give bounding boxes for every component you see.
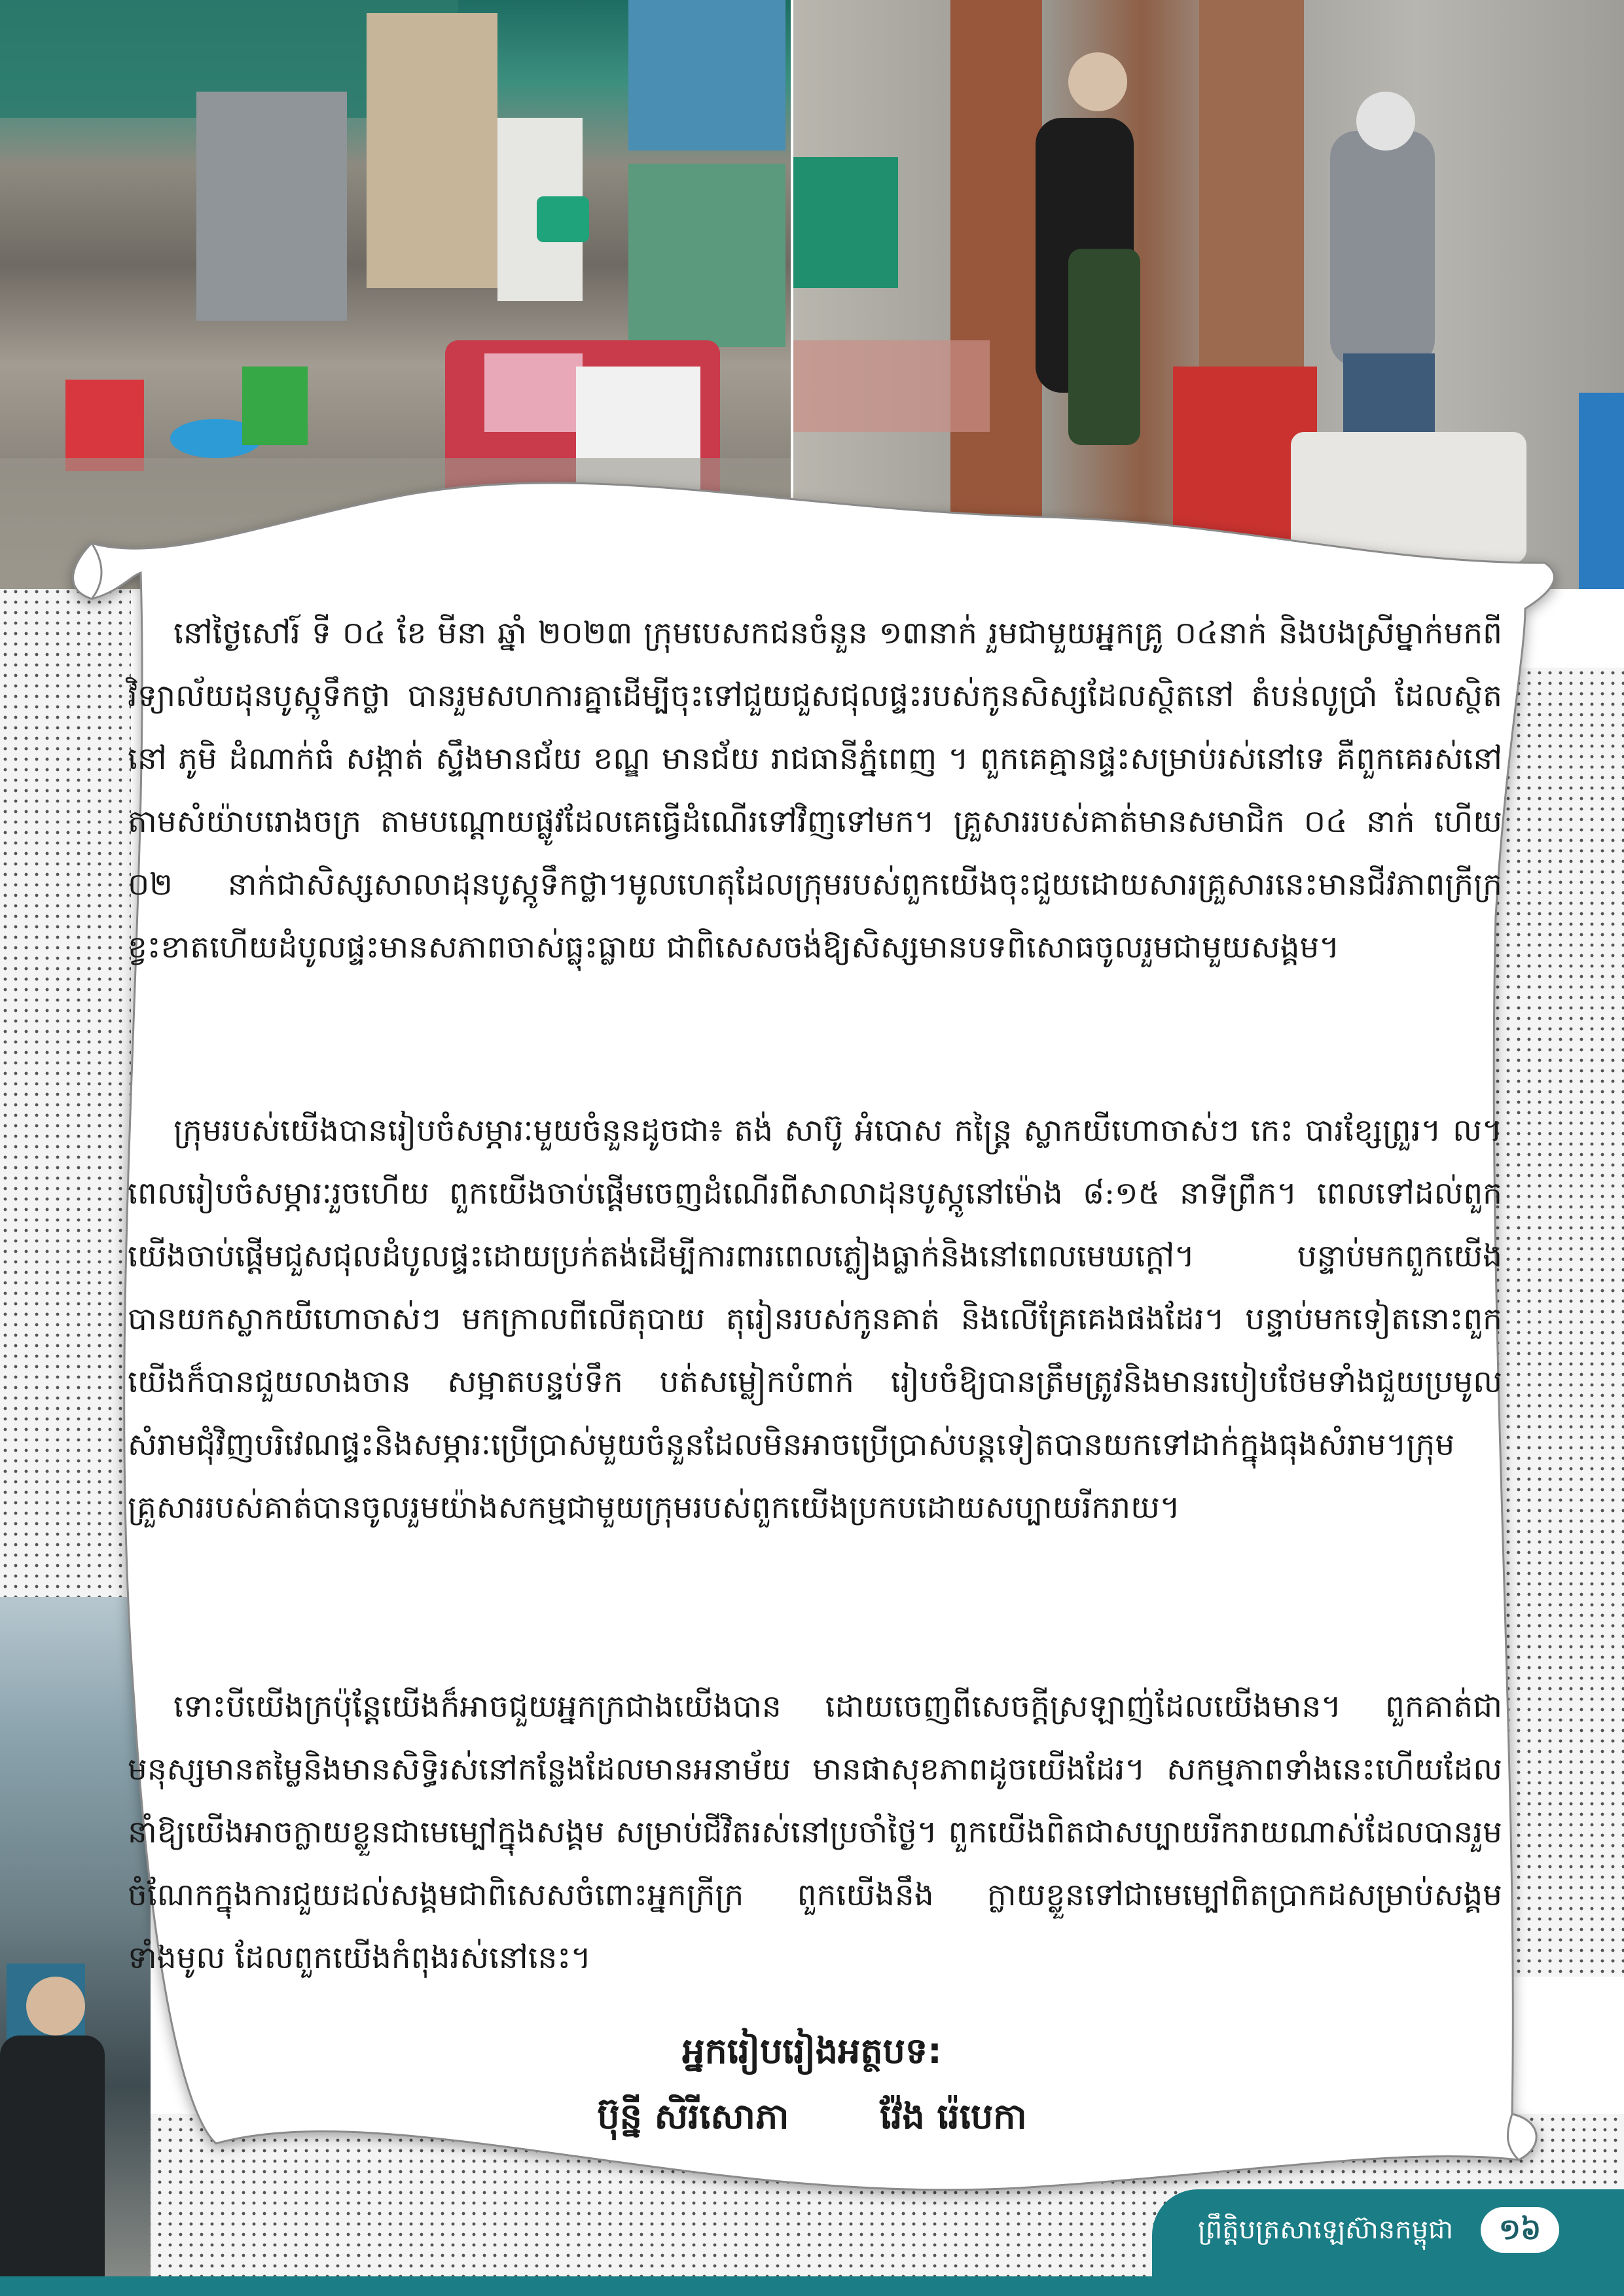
page-number-badge: ១៦ — [1481, 2207, 1559, 2253]
publication-name: ព្រឹត្តិបត្រសាឡេស៊ានកម្ពុជា — [1198, 2215, 1454, 2245]
footer-bottom-bar — [0, 2276, 1624, 2296]
article-paragraph-1: នៅថ្ងៃសៅរ៍ ទី ០៤ ខែ មីនា ឆ្នាំ ២០២៣ ក្រុមបេសកជនចំនួន ១៣នាក់ រួមជាមួយអ្នកគ្រូ ០៤នាក់ និងបងស្រីម្នាក់មកពី វិទ្យាល័យដុនបូស្កូទឹកថ្លា បានរួមសហការគ្នាដើម្បីចុះទៅជួយជួសជុលផ្ទះរបស់កូនសិស្សដែលស្ថិតនៅ តំបន់លូប្រាំ ដែលស្ថិតនៅ ភូមិ ដំណាក់ធំ សង្កាត់ ស្ទឹងមានជ័យ ខណ្ឌ មានជ័យ រាជធានីភ្នំពេញ ។ ពួកគេគ្មានផ្ទះសម្រាប់រស់នៅទេ គឺពួកគេរស់នៅតាមសំយ៉ាបរោងចក្រ តាមបណ្ដោយផ្លូវដែលគេធ្វើដំណើរទៅវិញទៅមក។ គ្រួសាររបស់គាត់មានសមាជិក ០៤ នាក់ ហើយ ០២ នាក់ជាសិស្សសាលាដុនបូស្កូទឹកថ្លា។មូលហេតុដែលក្រុមរបស់ពួកយើងចុះជួយដោយសារគ្រួសារនេះមានជីវភាពក្រីក្រខ្វះខាតហើយដំបូលផ្ទះមានសភាពចាស់ធ្លុះធ្លាយ ជាពិសេសចង់ឱ្យសិស្សមានបទពិសោធចូលរួមជាមួយសង្គម។ — [128, 615, 1502, 965]
byline-title: អ្នករៀបរៀងអត្ថបទ: — [682, 2030, 942, 2072]
author-name-1: ប៊ុន្នី សិរីសោភា — [597, 2096, 789, 2137]
author-name-2: វ៉ែង រ៉េបេកា — [880, 2096, 1027, 2137]
byline-authors — [0, 2094, 1624, 2146]
article-paragraph-2: ក្រុមរបស់យើងបានរៀបចំសម្ភារៈមួយចំនួនដូចជា៖ តង់ សាប៊ូ អំបោស កន្ត្រៃ ស្លាកយីហោចាស់ៗ កេះ បារខ្សែព្រួរ។ ល។ ពេលរៀបចំសម្ភារៈរួចហើយ ពួកយើងចាប់ផ្ដើមចេញដំណើរពីសាលាដុនបូស្កូនៅម៉ោង ៨:១៥ នាទីព្រឹក។ ពេលទៅដល់ពួកយើងចាប់ផ្ដើមជួសជុលដំបូលផ្ទះដោយប្រក់តង់ដើម្បីការពារពេលភ្លៀងធ្លាក់និងនៅពេលមេឃក្ដៅ។ បន្ទាប់មកពួកយើងបានយកស្លាកយីហោចាស់ៗ មកក្រាលពីលើតុបាយ តុរៀនរបស់កូនគាត់ និងលើគ្រែគេងផងដែរ។ បន្ទាប់មកទៀតនោះពួកយើងក៏បានជួយលាងចាន សម្អាតបន្ទប់ទឹក បត់សម្លៀកបំពាក់ រៀបចំឱ្យបានត្រឹមត្រូវនិងមានរបៀបថែមទាំងជួយប្រមូលសំរាមជុំវិញបរិវេណផ្ទះនិងសម្ភារៈប្រើប្រាស់មួយចំនួនដែលមិនអាចប្រើប្រាស់បន្តទៀតបានយកទៅដាក់ក្នុងធុងសំរាម។ក្រុមគ្រួសាររបស់គាត់បានចូលរួមយ៉ាងសកម្មជាមួយក្រុមរបស់ពួកយើងប្រកបដោយសប្បាយរីករាយ។ — [128, 1113, 1502, 1526]
article-paragraph-3: ទោះបីយើងក្រប៉ុន្តែយើងក៏អាចជួយអ្នកក្រជាងយើងបាន ដោយចេញពីសេចក្ដីស្រឡាញ់ដែលយើងមាន។ ពួកគាត់ជាមនុស្សមានតម្លៃនិងមានសិទ្ធិរស់នៅកន្លែងដែលមានអនាម័យ មានផាសុខភាពដូចយើងដែរ។ សកម្មភាពទាំងនេះហើយដែលនាំឱ្យយើងអាចក្លាយខ្លួនជាមេម្បៅក្នុងសង្គម សម្រាប់ជីវិតរស់នៅប្រចាំថ្ងៃ។ ពួកយើងពិតជាសប្បាយរីករាយណាស់ដែលបានរួមចំណែកក្នុងការជួយដល់សង្គមជាពិសេសចំពោះអ្នកក្រីក្រ ពួកយើងនឹង ក្លាយខ្លួនទៅជាមេម្បៅពិតប្រាកដសម្រាប់សង្គមទាំងមូល ដែលពួកយើងកំពុងរស់នៅនេះ។ — [128, 1689, 1502, 1976]
